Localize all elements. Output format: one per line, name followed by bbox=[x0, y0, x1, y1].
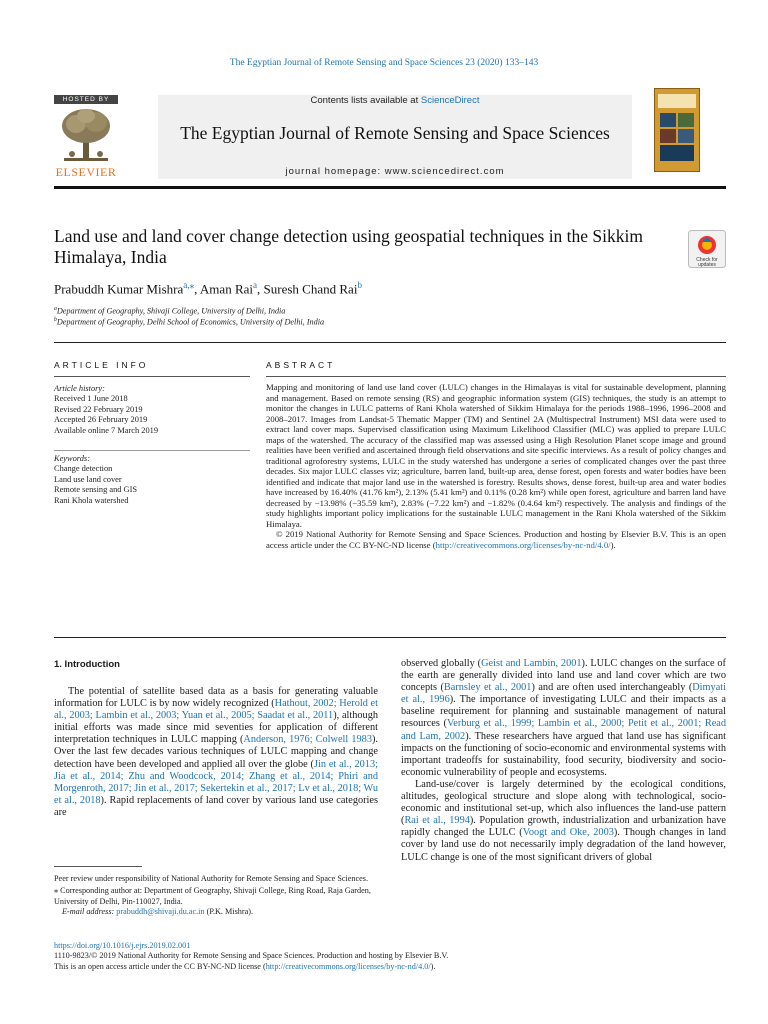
keywords-label: Keywords: bbox=[54, 454, 90, 463]
paragraph-text: ). Population growth, industrialization and urbanization have rapidly changed the LULC ( bbox=[401, 815, 726, 839]
intro-right-column bbox=[401, 658, 726, 864]
abstract-rule bbox=[266, 376, 726, 377]
affiliation-text: Department of Geography, Delhi School of Economics, University of Delhi, India bbox=[56, 317, 325, 327]
author-name: Aman Rai bbox=[199, 281, 253, 297]
article-title: Land use and land cover change detection using geospatial techniques in the Sikkim Himalaya, India bbox=[54, 226, 644, 267]
footnote-rule bbox=[54, 866, 142, 867]
bottom-identifiers bbox=[54, 941, 726, 972]
corresponding-author-note: ⁎ Corresponding author at: Department of Geography, Shivaji College, Ring Road, Raja Garden, University of Delhi, Pin-110027, India. bbox=[54, 886, 371, 906]
paragraph-text: ). These researchers have argued that land use has significant impacts on the functioning of socio-economic and environmental systems with important tradeoffs for sustainability, food security, biodiversity and socio-economic vulnerability of people and ecosystems. bbox=[401, 730, 726, 778]
author-affiliation-marker[interactable]: a,⁎ bbox=[183, 280, 195, 290]
issn-line: 1110-9823/© 2019 National Authority for Remote Sensing and Space Sciences. Production and hosting by Elsevier B.V. bbox=[54, 951, 449, 961]
license-link[interactable]: http://creativecommons.org/licenses/by-nc-nd/4.0/ bbox=[435, 539, 611, 550]
intro-left-column bbox=[54, 686, 378, 819]
affiliation-b bbox=[54, 317, 324, 327]
check-for-updates-icon[interactable] bbox=[688, 230, 726, 268]
open-access-line bbox=[54, 962, 726, 972]
peer-review-note: Peer review under responsibility of National Authority for Remote Sensing and Space Sciences. bbox=[54, 874, 369, 883]
elsevier-logo bbox=[54, 95, 118, 179]
oa-license-link[interactable]: http://creativecommons.org/licenses/by-nc-nd/4.0/ bbox=[265, 961, 431, 971]
intro-paragraph bbox=[401, 779, 726, 864]
keyword: Remote sensing and GIS bbox=[54, 485, 138, 495]
contents-line bbox=[158, 95, 632, 106]
abstract-body bbox=[266, 382, 726, 550]
author-name: Prabuddh Kumar Mishra bbox=[54, 281, 184, 297]
copyright-end: ). bbox=[610, 539, 616, 550]
paragraph-text: ). Though changes in land cover by land use do not necessarily imply degradation of the land however, LULC change is one of the most significant drivers of global bbox=[401, 827, 726, 863]
paragraph-text: ). Rapid replacements of land cover by various land use categories are bbox=[54, 794, 378, 818]
paragraph-text: ) and are often used interchangeably ( bbox=[531, 682, 693, 694]
svg-text:updates: updates bbox=[698, 262, 716, 268]
section-heading: 1. Introduction bbox=[54, 659, 120, 670]
citation-link[interactable]: Jin et al., 2013; Jia et al., 2014; Zhu and Woodcock, 2014; Zhang et al., 2014; Phiri and Morgenroth, 2017; Jin et al., 2017; Sekertekin et al., 2017; Lv et al., 2018; Wu et al., 2018 bbox=[54, 758, 378, 806]
citation-link[interactable]: Barnsley et al., 2001 bbox=[443, 682, 532, 694]
sciencedirect-link[interactable]: ScienceDirect bbox=[420, 95, 480, 106]
history-online: Available online 7 March 2019 bbox=[54, 425, 159, 435]
paragraph-text: ). The importance of investigating LULC and their impacts as a baseline requirement for planning and sustainable management of natural resources ( bbox=[401, 694, 726, 730]
contents-prefix: Contents lists available at bbox=[310, 95, 421, 106]
history-accepted: Accepted 26 February 2019 bbox=[54, 415, 148, 425]
abstract-heading: ABSTRACT bbox=[266, 360, 336, 370]
keyword: Land use land cover bbox=[54, 474, 122, 484]
copyright-text: © 2019 National Authority for Remote Sensing and Space Sciences. Production and hosting by Elsevier B.V. This is an open access article under the CC BY-NC-ND license ( bbox=[266, 529, 726, 550]
intro-paragraph bbox=[401, 658, 726, 779]
journal-title: The Egyptian Journal of Remote Sensing and Space Sciences bbox=[180, 123, 610, 143]
elsevier-tree-icon bbox=[58, 106, 114, 164]
homepage-url[interactable]: www.sciencedirect.com bbox=[384, 166, 505, 177]
doi-link[interactable]: https://doi.org/10.1016/j.ejrs.2019.02.001 bbox=[54, 941, 191, 950]
history-received: Received 1 June 2018 bbox=[54, 394, 128, 404]
affiliation-text: Department of Geography, Shivaji College, University of Delhi, India bbox=[56, 306, 286, 316]
article-info-heading: ARTICLE INFO bbox=[54, 360, 149, 370]
history-label: Article history: bbox=[54, 384, 105, 393]
header-rule bbox=[54, 186, 726, 189]
history-revised: Revised 22 February 2019 bbox=[54, 404, 143, 414]
keywords bbox=[54, 454, 250, 506]
email-note bbox=[54, 907, 378, 917]
svg-text:Check for: Check for bbox=[696, 257, 718, 263]
author-name: Suresh Chand Rai bbox=[263, 281, 358, 297]
affiliation-rule bbox=[54, 342, 726, 343]
hosted-by-label: HOSTED BY bbox=[54, 95, 118, 104]
journal-homepage bbox=[158, 166, 632, 177]
abstract-copyright bbox=[266, 529, 726, 550]
paragraph-text: ), although initial efforts was made since mid seventies for application of different interpretation techniques in LULC mapping ( bbox=[54, 710, 378, 746]
journal-banner bbox=[158, 95, 632, 179]
affiliation-marker: b bbox=[54, 317, 57, 323]
intro-paragraph bbox=[54, 686, 378, 819]
journal-cover-image bbox=[654, 88, 700, 172]
publisher-name: ELSEVIER bbox=[55, 165, 117, 179]
email-label: E-mail address: bbox=[62, 906, 117, 916]
paragraph-text: ). LULC changes on the surface of the earth are generally divided into land use and land cover which are two concepts ( bbox=[401, 658, 726, 694]
email-link[interactable]: prabuddh@shivaji.du.ac.in bbox=[116, 906, 205, 916]
article-info-rule bbox=[54, 376, 250, 377]
running-head[interactable]: The Egyptian Journal of Remote Sensing and Space Sciences 23 (2020) 133–143 bbox=[229, 58, 539, 68]
homepage-prefix: journal homepage: bbox=[285, 166, 385, 177]
citation-link[interactable]: Verburg et al., 1999; Lambin et al., 2000; Petit et al., 2001; Read and Lam, 2002 bbox=[401, 718, 726, 742]
citation-link[interactable]: Geist and Lambin, 2001 bbox=[481, 658, 582, 669]
citation-link[interactable]: Rai et al., 1994 bbox=[404, 815, 470, 827]
abstract-bottom-rule bbox=[54, 637, 726, 638]
citation-link[interactable]: Anderson, 1976; Colwell 1983 bbox=[243, 734, 372, 746]
paragraph-text: Land-use/cover is largely determined by the ecological conditions, altitudes, geological structure and slope along with technological, socio-economic and institutional set-up, which also influences the land-use pattern ( bbox=[401, 778, 726, 827]
paragraph-text: observed globally ( bbox=[401, 658, 482, 669]
affiliation-marker: a bbox=[54, 306, 57, 312]
citation-link[interactable]: Voogt and Oke, 2003 bbox=[522, 827, 614, 839]
author-list: Prabuddh Kumar Mishra$^{a,⁎}$, Aman Rai$^a$, Suresh Chand Rai$^b$ bbox=[54, 280, 362, 297]
citation-link[interactable]: Dimyati et al., 1996 bbox=[401, 682, 726, 706]
author-affiliation-marker[interactable]: a bbox=[253, 280, 258, 290]
affiliation-a bbox=[54, 306, 285, 316]
abstract-text: Mapping and monitoring of land use land cover (LULC) changes in the Himalayas is vital for sustainable development, planning and management. Based on remote sensing (RS) and geographic information system (GIS) techniques, the study is an attempt to monitor the changes in LULC patterns of Rani Khola watershed of Sikkim Himalaya for the periods 1988–1996, 1996–2008 and 2008–2017. Images from Landsat-5 Thematic Mapper (TM) and Sentinel 2A (Multispectral Instrument) MSI data were used to extract land cover maps. Supervised classification using Maximum Likelihood Classifier (MLC) was applied to prepare LULC maps of the watershed. The accuracy of the classified map was assessed using a High Resolution Planet scope image and ground realities have been verified and ascertained through field observations and site specific interviews. As a result of policy changes and traditional agroforestry systems, LULC in the study watershed has undergone a series of complicated changes over the past three decades. Six major LULC classes viz; agriculture, barren land, built-up area, dense forest, open forests and water bodies have been identified and indicate that major land use in the watershed is forestry. Results shows, dense forest, built-up area and water bodies have increased by 16.40% (41.76 km²), 2.13% (5.41 km²) and 0.11% (0.28 km²) while open forest, agriculture and barren land have decreased by −13.98% (−35.59 km²), 2.83% (−7.22 km²) and −1.82% (0.4.64 km²) respectively. The analysis and findings of the study highlights important policy implications for the sustainable LULC management in the Rani Khola watershed of the Sikkim Himalaya. bbox=[266, 382, 726, 529]
footnotes bbox=[54, 874, 378, 917]
email-name: (P.K. Mishra). bbox=[204, 906, 253, 916]
article-history bbox=[54, 384, 250, 436]
oa-suffix: ). bbox=[430, 961, 436, 971]
oa-prefix: This is an open access article under the CC BY-NC-ND license ( bbox=[54, 961, 266, 971]
keywords-rule bbox=[54, 450, 250, 451]
keyword: Change detection bbox=[54, 464, 113, 474]
author-affiliation-marker[interactable]: b bbox=[357, 280, 362, 290]
journal-header bbox=[54, 95, 726, 185]
keyword: Rani Khola watershed bbox=[54, 495, 129, 505]
paragraph-text: ). Over the last few decades various techniques of LULC mapping and change detection have been developed and applied all over the globe ( bbox=[54, 734, 378, 770]
citation-link[interactable]: Hathout, 2002; Herold et al., 2003; Lambin et al., 2003; Yuan et al., 2005; Saadat et al., 2011 bbox=[54, 698, 378, 722]
paragraph-text: The potential of satellite based data as a basis for generating valuable information for LULC is by now widely recognized ( bbox=[54, 686, 378, 710]
